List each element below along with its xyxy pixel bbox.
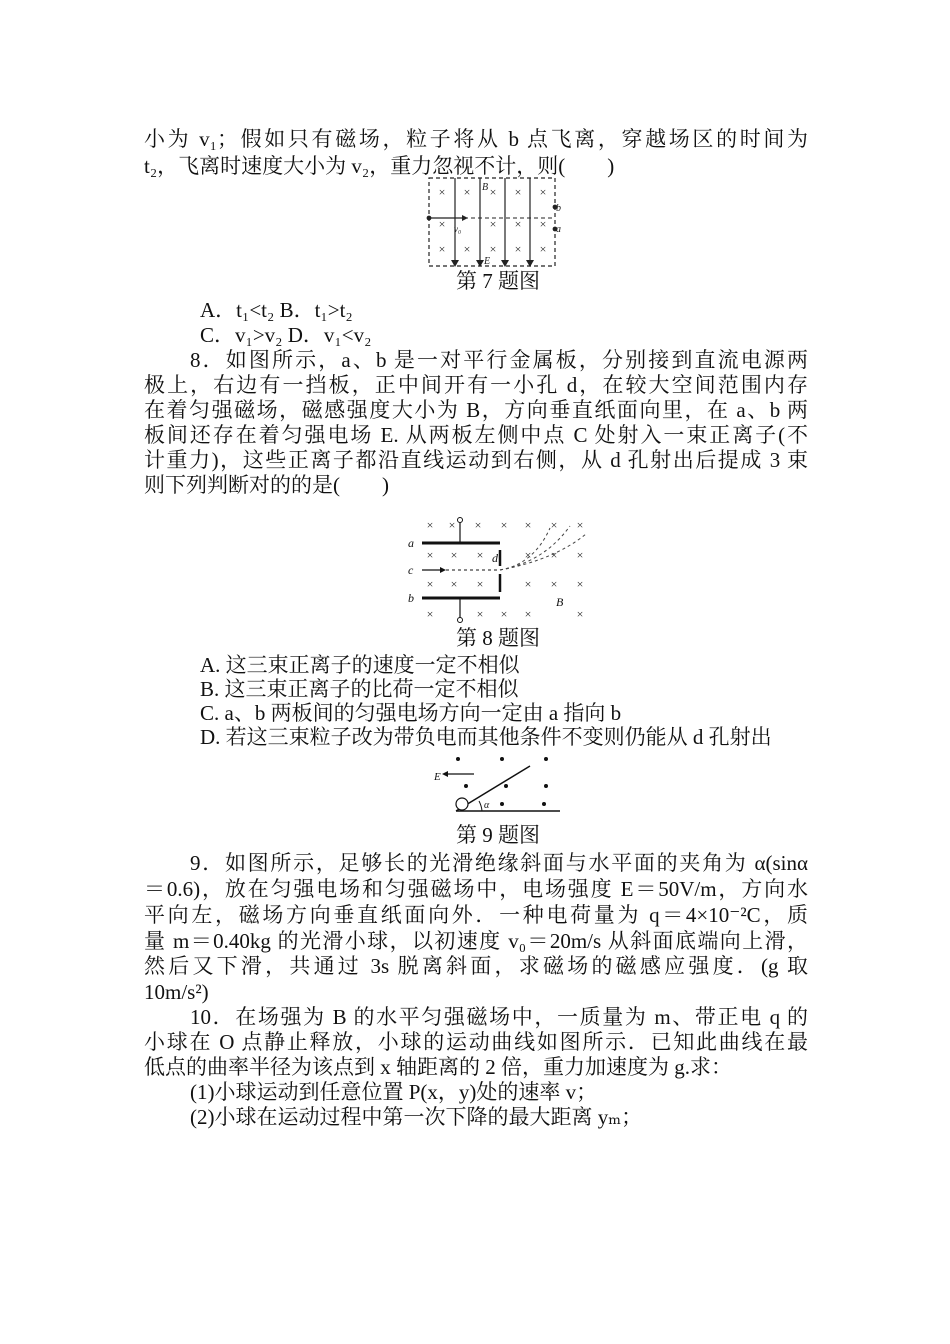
text-line: 小为 v₁；假如只有磁场，粒子将从 b 点飞离，穿越场区的时间为 — [144, 127, 808, 151]
text-line: t₂，飞离时速度大小为 v₂，重力忽视不计，则( ) — [144, 154, 615, 178]
svg-text:×: × — [426, 518, 434, 532]
q10-text: (2)小球在运动过程中第一次下降的最大距离 yₘ； — [190, 1105, 643, 1129]
q8-option-a: A. 这三束正离子的速度一定不相似 — [200, 653, 520, 677]
q8-option-d: D. 若这三束粒子改为带负电而其他条件不变则仍能从 d 孔射出 — [200, 725, 772, 749]
svg-text:×: × — [474, 518, 482, 532]
q10-text: (1)小球运动到任意位置 P(x，y)处的速率 v； — [190, 1080, 598, 1104]
q9-text: 然后又下滑，共通过 3s 脱离斜面，求磁场的磁感应强度．(g 取 — [144, 954, 808, 978]
fig8-label-a: a — [408, 536, 414, 550]
svg-text:×: × — [438, 217, 446, 231]
figure-8-plates-diagram — [404, 514, 590, 626]
svg-text:×: × — [476, 548, 484, 562]
svg-text:×: × — [524, 548, 532, 562]
svg-text:×: × — [450, 548, 458, 562]
q8-option-b: B. 这三束正离子的比荷一定不相似 — [200, 677, 519, 701]
svg-text:×: × — [463, 242, 471, 256]
svg-text:×: × — [476, 607, 484, 621]
svg-text:×: × — [514, 185, 522, 199]
q8-text: 在着匀强磁场，磁感强度大小为 B，方向垂直纸面向里，在 a、b 两 — [144, 398, 808, 422]
q10-text: 小球在 O 点静止释放，小球的运动曲线如图所示．已知此曲线在最 — [144, 1030, 808, 1054]
q8-text: 极上，右边有一挡板，正中间开有一小孔 d，在较大空间范围内存 — [144, 373, 808, 397]
q8-text: 则下列判断对的的是( ) — [144, 473, 389, 497]
fig9-label-E: E — [434, 771, 441, 783]
fig7-label-v0: v₀ — [454, 224, 462, 234]
svg-text:×: × — [539, 242, 547, 256]
fig8-label-b: b — [408, 591, 414, 605]
svg-text:×: × — [476, 577, 484, 591]
fig8-label-B: B — [556, 595, 564, 609]
q9-text: ＝0.6)，放在匀强电场和匀强磁场中，电场强度 E＝50V/m，方向水 — [144, 877, 808, 901]
svg-text:×: × — [450, 577, 458, 591]
figure-9-caption: 第 9 题图 — [456, 823, 540, 847]
fig7-label-a: a — [556, 224, 561, 235]
q9-text: 量 m＝0.40kg 的光滑小球，以初速度 v₀＝20m/s 从斜面底端向上滑， — [144, 929, 808, 953]
q9-text: 平向左，磁场方向垂直纸面向外．一种电荷量为 q＝4×10⁻²C，质 — [144, 903, 808, 927]
q8-option-c: C. a、b 两板间的匀强电场方向一定由 a 指向 b — [200, 701, 622, 725]
svg-text:×: × — [489, 217, 497, 231]
svg-text:×: × — [524, 577, 532, 591]
fig8-label-d: d — [492, 551, 498, 565]
q8-text: 板间还存在着匀强电场 E. 从两板左侧中点 C 处射入一束正离子(不 — [144, 423, 808, 447]
q8-text: 计重力)，这些正离子都沿直线运动到右侧，从 d 孔射出后提成 3 束 — [144, 448, 808, 472]
svg-text:×: × — [426, 607, 434, 621]
svg-text:×: × — [514, 242, 522, 256]
figure-7-field-diagram — [424, 176, 559, 270]
svg-text:×: × — [550, 577, 558, 591]
svg-text:×: × — [524, 607, 532, 621]
figure-9-incline-diagram — [426, 752, 566, 820]
svg-text:×: × — [539, 217, 547, 231]
svg-text:×: × — [426, 577, 434, 591]
q9-text: 10m/s²) — [144, 980, 209, 1004]
svg-text:×: × — [489, 242, 497, 256]
q7-options-ab: A．t₁<t₂ B．t₁>t₂ — [200, 298, 353, 322]
q9-text: 9．如图所示，足够长的光滑绝缘斜面与水平面的夹角为 α(sinα — [190, 851, 808, 875]
q10-text: 低点的曲率半径为该点到 x 轴距离的 2 倍，重力加速度为 g.求： — [144, 1055, 732, 1079]
figure-7-caption: 第 7 题图 — [456, 269, 540, 293]
svg-text:×: × — [539, 185, 547, 199]
fig7-label-E: E — [484, 256, 491, 267]
q7-options-cd: C．v₁>v₂ D．v₁<v₂ — [200, 323, 372, 347]
svg-text:×: × — [514, 217, 522, 231]
svg-text:×: × — [500, 607, 508, 621]
fig7-label-b: b — [556, 203, 561, 214]
svg-text:×: × — [550, 548, 558, 562]
svg-text:×: × — [550, 518, 558, 532]
svg-text:×: × — [438, 242, 446, 256]
svg-text:×: × — [576, 548, 584, 562]
svg-text:×: × — [489, 185, 497, 199]
svg-text:×: × — [576, 577, 584, 591]
figure-8-caption: 第 8 题图 — [456, 626, 540, 650]
fig8-label-c: c — [408, 563, 414, 577]
svg-text:×: × — [576, 607, 584, 621]
svg-text:×: × — [438, 185, 446, 199]
fig9-label-alpha: α — [484, 800, 490, 811]
svg-text:×: × — [576, 518, 584, 532]
svg-text:×: × — [448, 518, 456, 532]
q8-text: 8．如图所示，a、b 是一对平行金属板，分别接到直流电源两 — [190, 348, 808, 372]
q10-text: 10．在场强为 B 的水平匀强磁场中，一质量为 m、带正电 q 的 — [190, 1005, 808, 1029]
svg-text:×: × — [463, 185, 471, 199]
fig7-label-B: B — [482, 182, 489, 193]
svg-text:×: × — [500, 518, 508, 532]
svg-text:×: × — [524, 518, 532, 532]
svg-text:×: × — [426, 548, 434, 562]
